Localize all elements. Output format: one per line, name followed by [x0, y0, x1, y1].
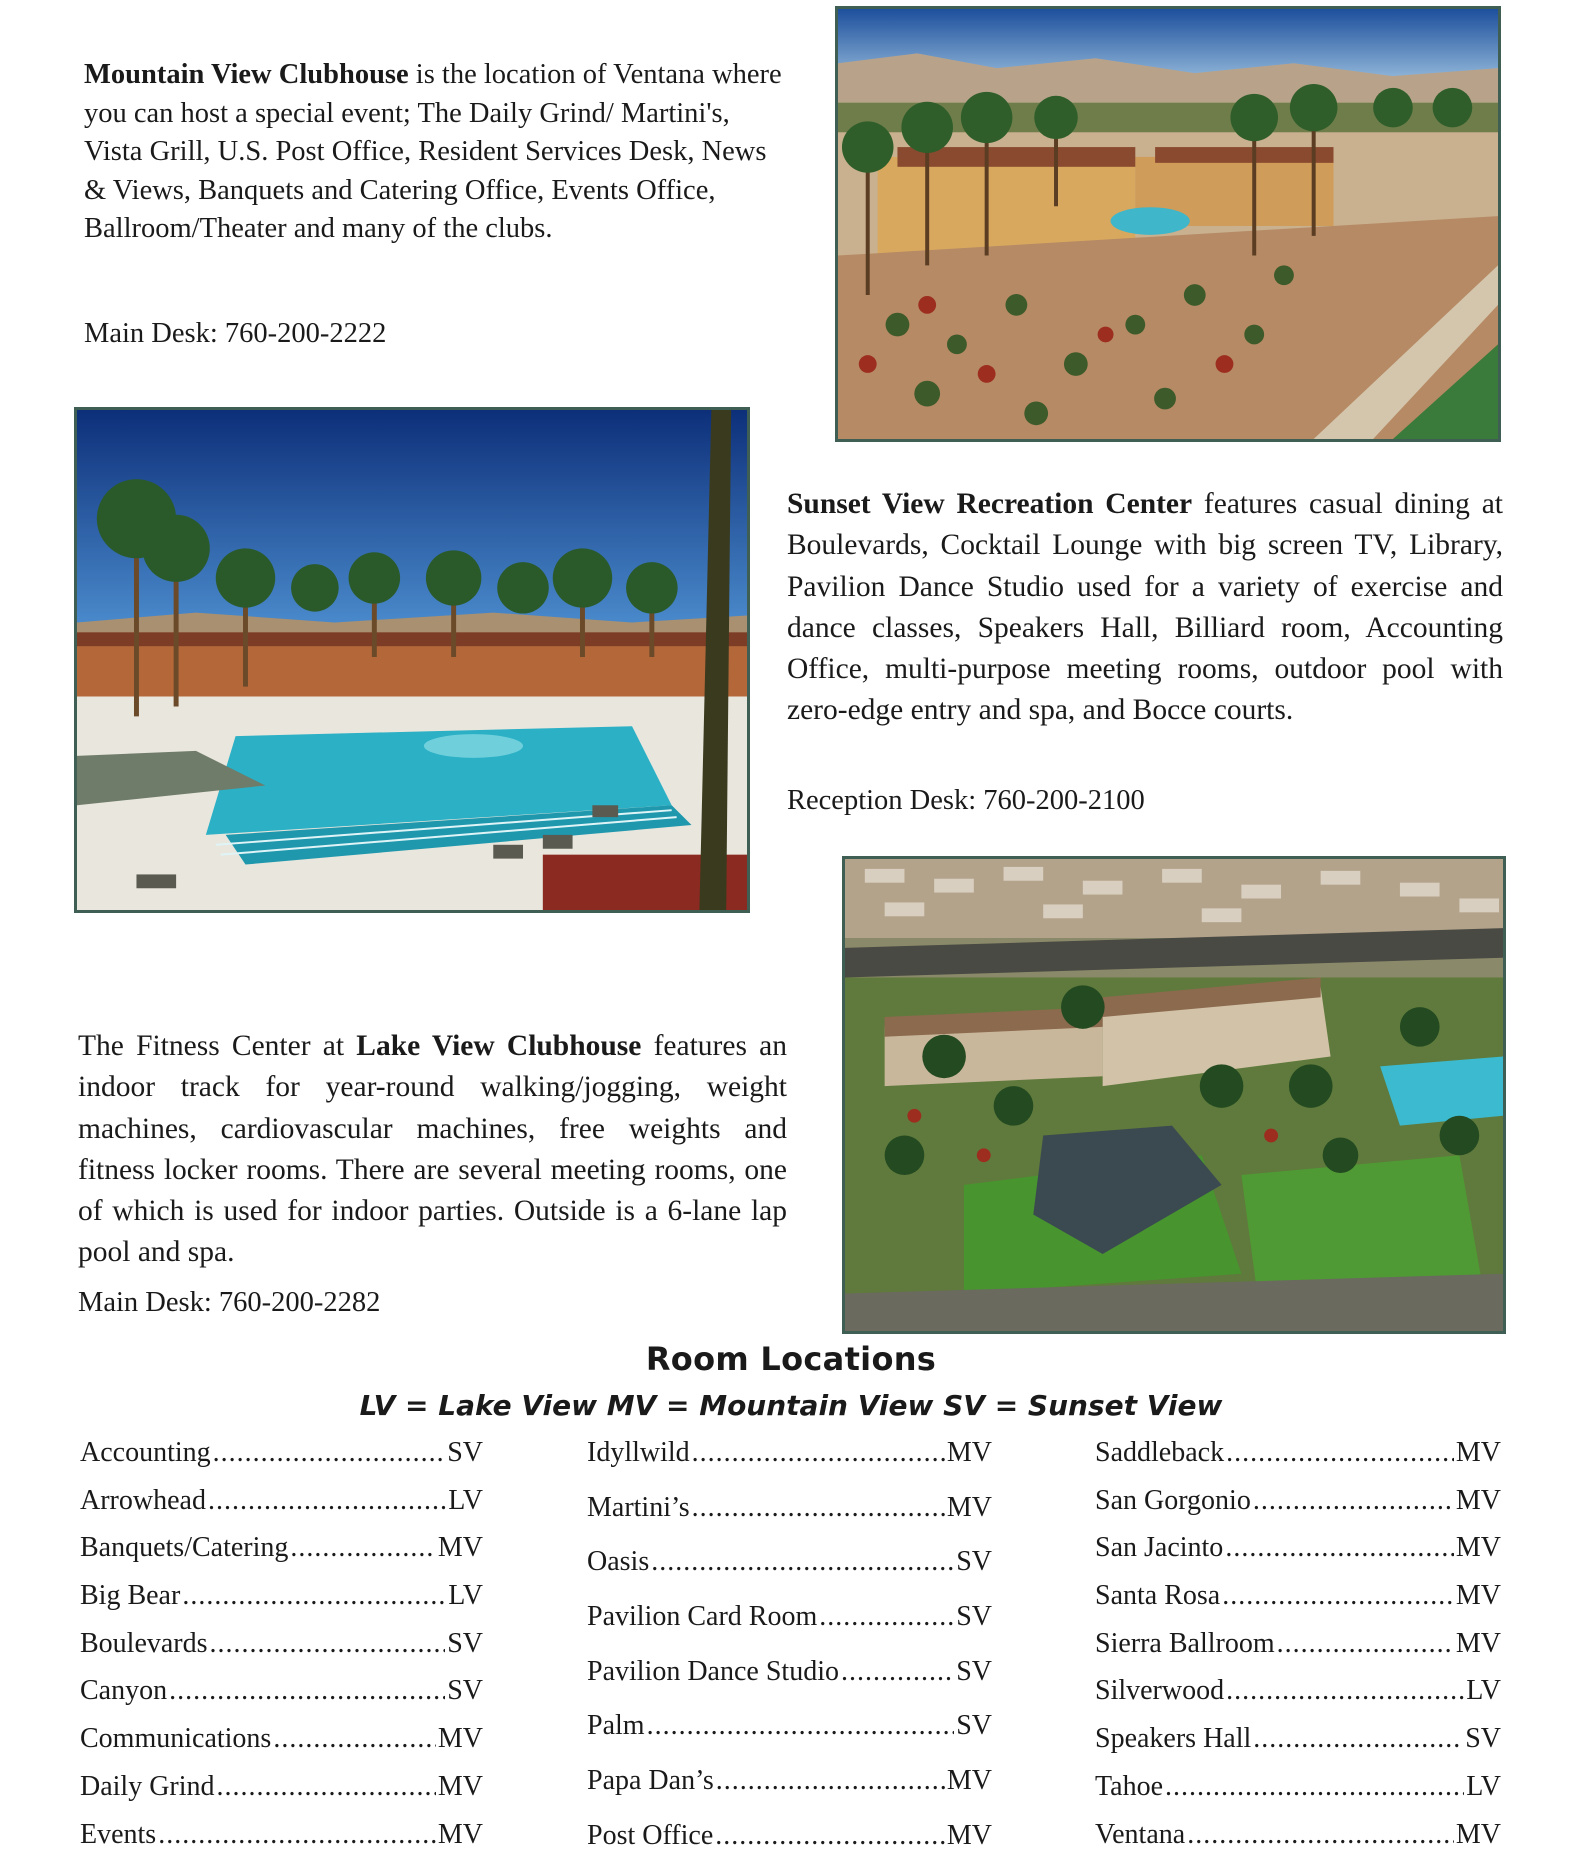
room-location-code: MV — [437, 1770, 483, 1802]
room-location-code: MV — [1455, 1580, 1501, 1612]
room-location-code: MV — [1455, 1532, 1501, 1564]
dot-leader — [1187, 1819, 1454, 1851]
dot-leader — [716, 1765, 945, 1797]
room-location-row — [80, 1485, 483, 1533]
room-location-row — [1095, 1771, 1501, 1819]
dot-leader — [158, 1819, 436, 1851]
room-locations-heading: Room Locations — [645, 1340, 937, 1378]
room-location-row — [80, 1771, 483, 1819]
dot-leader — [1253, 1723, 1463, 1755]
room-location-row — [80, 1819, 483, 1867]
mountain-view-name: Mountain View Clubhouse — [84, 59, 409, 90]
room-location-row — [80, 1580, 483, 1628]
room-name: Arrowhead — [80, 1484, 206, 1516]
dot-leader — [692, 1437, 945, 1469]
room-column-3 — [1095, 1437, 1501, 1866]
room-location-row — [587, 1601, 992, 1656]
room-name: Santa Rosa — [1095, 1580, 1221, 1612]
room-location-code: SV — [447, 1675, 483, 1707]
room-location-code: MV — [1455, 1437, 1501, 1468]
room-location-row — [1095, 1580, 1501, 1628]
lake-view-clubhouse-photo — [842, 856, 1506, 1334]
room-name: Silverwood — [1095, 1675, 1225, 1707]
room-location-code: MV — [1455, 1484, 1501, 1516]
dot-leader — [210, 1628, 446, 1660]
dot-leader — [217, 1771, 436, 1803]
dot-leader — [1253, 1485, 1454, 1517]
room-column-1 — [80, 1437, 483, 1866]
room-location-row — [80, 1437, 483, 1485]
room-name: Speakers Hall — [1095, 1723, 1252, 1755]
dot-leader — [213, 1437, 446, 1469]
sunset-view-pool-photo — [74, 407, 750, 913]
room-name: Papa Dan’s — [587, 1765, 714, 1797]
room-location-row — [587, 1492, 992, 1547]
dot-leader — [208, 1485, 446, 1517]
room-name: Oasis — [587, 1546, 650, 1578]
room-location-code: MV — [946, 1819, 992, 1851]
room-name: Boulevards — [80, 1627, 208, 1659]
dot-leader — [841, 1656, 954, 1688]
room-location-code: SV — [956, 1655, 992, 1687]
sunset-view-text: features casual dining at Boulevards, Cocktail Lounge with big screen TV, Library, Pavilion Dance Studio used for a variety of exercise and dance classes, Speakers Hall, Billiard room, Accounting Office, multi-purpose meeting rooms, outdoor pool with zero-edge entry and spa, and Bocce courts. — [787, 488, 1503, 727]
mountain-view-text: is the location of Ventana where you can host a special event; The Daily Grind/ Martini's, Vista Grill, U.S. Post Office, Resident Services Desk, News & Views, Banquets and Catering Office, Events Office, Ballroom/Theater and many of the clubs. — [84, 59, 782, 244]
room-name: Saddleback — [1095, 1437, 1225, 1468]
room-location-row — [80, 1723, 483, 1771]
room-location-code: LV — [448, 1580, 483, 1612]
room-locations-legend: LV = Lake View MV = Mountain View SV = Sunset View — [359, 1389, 1223, 1422]
sunset-view-phone: Reception Desk: 760-200-2100 — [787, 785, 1145, 816]
room-location-row — [80, 1675, 483, 1723]
room-name: Palm — [587, 1710, 645, 1742]
dot-leader — [290, 1532, 435, 1564]
room-name: Post Office — [587, 1819, 714, 1851]
room-name: Martini’s — [587, 1491, 690, 1523]
room-location-row — [587, 1437, 992, 1492]
room-name: Events — [80, 1818, 157, 1850]
room-location-row — [587, 1710, 992, 1765]
room-location-code: MV — [437, 1723, 483, 1755]
room-location-row — [80, 1628, 483, 1676]
room-name: Pavilion Dance Studio — [587, 1655, 839, 1687]
dot-leader — [273, 1723, 436, 1755]
room-name: Idyllwild — [587, 1437, 690, 1468]
room-location-code: MV — [1455, 1627, 1501, 1659]
room-location-code: SV — [447, 1627, 483, 1659]
room-location-row — [587, 1765, 992, 1820]
lake-view-phone: Main Desk: 760-200-2282 — [78, 1287, 381, 1318]
room-location-code: LV — [1466, 1675, 1501, 1707]
sunset-view-description — [787, 484, 1503, 732]
room-location-row — [80, 1532, 483, 1580]
room-name: Pavilion Card Room — [587, 1601, 818, 1633]
mountain-view-clubhouse-photo — [835, 6, 1501, 442]
room-name: Accounting — [80, 1437, 211, 1468]
room-location-row — [1095, 1485, 1501, 1533]
lake-view-name: Lake View Clubhouse — [356, 1030, 642, 1062]
room-location-row — [1095, 1819, 1501, 1867]
lake-view-prefix: The Fitness Center at — [78, 1030, 357, 1062]
room-location-row — [587, 1656, 992, 1711]
dot-leader — [819, 1601, 954, 1633]
room-name: Big Bear — [80, 1580, 181, 1612]
room-location-row — [587, 1546, 992, 1601]
room-location-code: MV — [946, 1437, 992, 1468]
sunset-view-name: Sunset View Recreation Center — [787, 488, 1193, 520]
room-location-code: MV — [437, 1532, 483, 1564]
room-name: Ventana — [1095, 1818, 1186, 1850]
lake-view-text: features an indoor track for year-round walking/jogging, weight machines, cardiovascular machines, free weights and fitness locker rooms. There are several meeting rooms, one of which is used for indoor parties. Outside is a 6-lane lap pool and spa. — [78, 1030, 787, 1269]
room-name: Daily Grind — [80, 1770, 215, 1802]
dot-leader — [692, 1492, 945, 1524]
dot-leader — [1165, 1771, 1464, 1803]
dot-leader — [182, 1580, 446, 1612]
room-name: Communications — [80, 1723, 272, 1755]
room-location-code: LV — [448, 1484, 483, 1516]
room-location-code: SV — [956, 1710, 992, 1742]
room-column-2 — [587, 1437, 992, 1875]
room-location-row — [1095, 1628, 1501, 1676]
room-location-code: LV — [1466, 1770, 1501, 1802]
dot-leader — [715, 1820, 945, 1852]
room-location-code: MV — [946, 1765, 992, 1797]
dot-leader — [1277, 1628, 1454, 1660]
dot-leader — [169, 1675, 445, 1707]
room-location-code: MV — [946, 1491, 992, 1523]
dot-leader — [651, 1546, 954, 1578]
room-name: Banquets/Catering — [80, 1532, 289, 1564]
room-name: San Gorgonio — [1095, 1484, 1251, 1516]
mountain-view-phone: Main Desk: 760-200-2222 — [84, 318, 387, 349]
room-location-code: SV — [956, 1546, 992, 1578]
room-location-row — [1095, 1437, 1501, 1485]
room-location-row — [1095, 1723, 1501, 1771]
room-name: Sierra Ballroom — [1095, 1627, 1275, 1659]
dot-leader — [1222, 1580, 1454, 1612]
dot-leader — [1225, 1532, 1454, 1564]
dot-leader — [647, 1710, 955, 1742]
room-location-code: SV — [447, 1437, 483, 1468]
room-location-row — [587, 1820, 992, 1875]
lake-view-description — [78, 1026, 787, 1274]
room-name: San Jacinto — [1095, 1532, 1224, 1564]
room-location-code: SV — [1465, 1723, 1501, 1755]
dot-leader — [1226, 1675, 1464, 1707]
dot-leader — [1226, 1437, 1454, 1469]
room-name: Tahoe — [1095, 1770, 1164, 1802]
room-location-row — [1095, 1675, 1501, 1723]
room-location-row — [1095, 1532, 1501, 1580]
room-name: Canyon — [80, 1675, 168, 1707]
mountain-view-description — [84, 56, 784, 249]
room-location-code: MV — [1455, 1818, 1501, 1850]
room-location-code: MV — [437, 1818, 483, 1850]
room-location-code: SV — [956, 1601, 992, 1633]
